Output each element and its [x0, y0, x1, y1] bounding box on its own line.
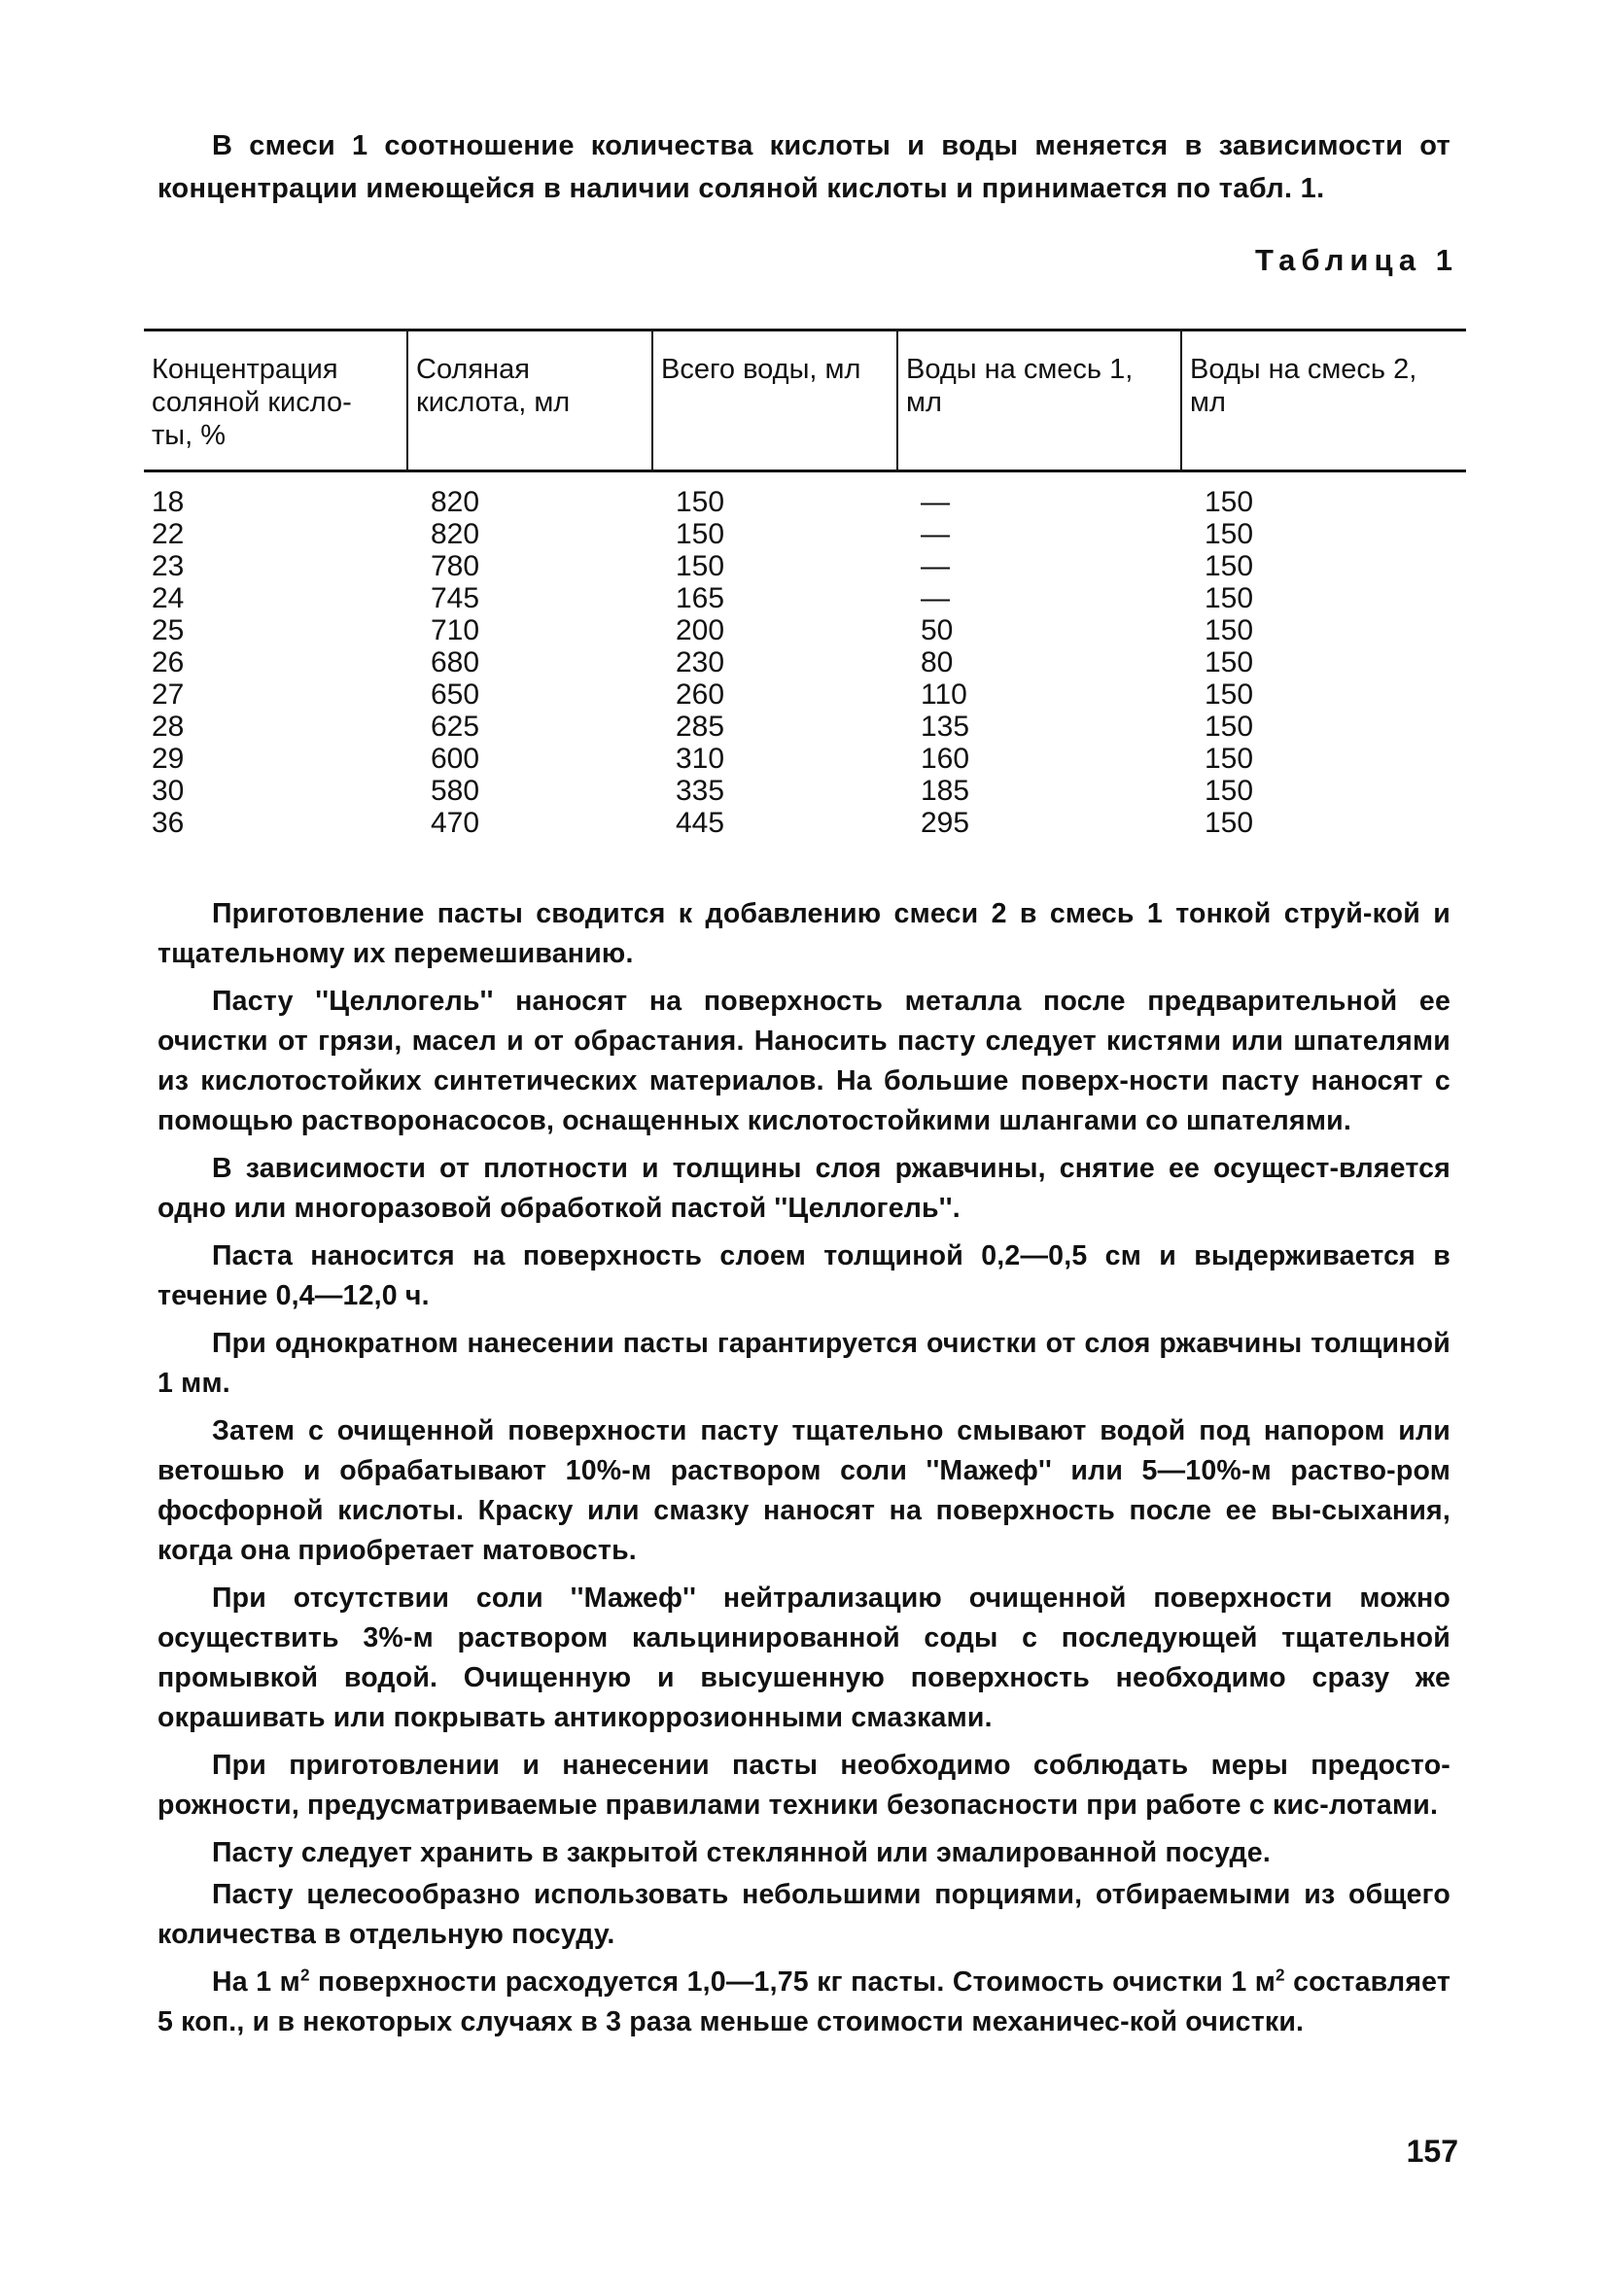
cell-concentration: 36	[152, 807, 185, 839]
cell-water-mix2: 150	[1205, 807, 1254, 839]
paragraph: Пасту ''Целлогель'' наносят на поверхность металла после предварительной ее очистки от грязи, масел и от обрастания. Наносить пасту следует кистями или шпателями из кислотостойких синтетических материалов. На большие поверх-ности пасту наносят с помощью растворонасосов, оснащенных кислотостойкими шлангами со шпателями.	[157, 986, 1451, 1136]
header-total-water: Всего воды, мл	[652, 330, 897, 471]
cell-water-mix1: —	[921, 518, 950, 550]
paragraph: При однократном нанесении пасты гарантируется очистки от слоя ржавчины толщиной 1 мм.	[157, 1328, 1451, 1399]
cell-concentration: 26	[152, 646, 185, 678]
cell-total-water: 165	[676, 582, 725, 614]
cell-acid: 650	[431, 678, 480, 711]
paragraph: Паста наносится на поверхность слоем толщиной 0,2—0,5 см и выдерживается в течение 0,4—12,0 ч.	[157, 1240, 1451, 1311]
paragraph: Затем с очищенной поверхности пасту тщательно смывают водой под напором или ветошью и обрабатывают 10%-м раствором соли ''Мажеф'' или 5—10%-м раство-ром фосфорной кислоты. Краску или смазку наносят на поверхность после ее вы-сыхания, когда она приобретает матовость.	[157, 1415, 1451, 1566]
cell-total-water: 260	[676, 678, 725, 711]
table-row	[144, 807, 1466, 839]
cell-water-mix1: —	[921, 582, 950, 614]
cell-concentration: 18	[152, 486, 185, 518]
cell-water-mix2: 150	[1205, 550, 1254, 582]
cell-acid: 600	[431, 743, 480, 775]
table-row	[144, 678, 1466, 711]
paragraph: При приготовлении и нанесении пасты необходимо соблюдать меры предосто-рожности, предусматриваемые правилами техники безопасности при работе с кис-лотами.	[157, 1750, 1451, 1821]
table-header-row	[144, 330, 1466, 471]
paragraph: Пасту следует хранить в закрытой стеклянной или эмалированной посуде.	[212, 1837, 1271, 1868]
cell-acid: 710	[431, 614, 480, 646]
table-row	[144, 743, 1466, 775]
table-row	[144, 582, 1466, 614]
intro-paragraph: В смеси 1 соотношение количества кислоты и воды меняется в зависимости от концентрации имеющейся в наличии соляной кислоты и принимается по табл. 1.	[157, 130, 1451, 204]
body-text	[157, 894, 1451, 2050]
cell-water-mix2: 150	[1205, 646, 1254, 678]
data-table-container	[144, 329, 1466, 839]
cell-concentration: 30	[152, 775, 185, 807]
cell-acid: 820	[431, 518, 480, 550]
cell-water-mix2: 150	[1205, 743, 1254, 775]
cell-concentration: 25	[152, 614, 185, 646]
cost-text-1: На 1 м	[212, 1966, 300, 1998]
superscript-2: 2	[1276, 1966, 1285, 1985]
table-row	[144, 614, 1466, 646]
cell-acid: 680	[431, 646, 480, 678]
cell-acid: 780	[431, 550, 480, 582]
cell-total-water: 200	[676, 614, 725, 646]
cell-water-mix1: 80	[921, 646, 954, 678]
cell-water-mix2: 150	[1205, 711, 1254, 743]
cell-concentration: 27	[152, 678, 185, 711]
cell-water-mix2: 150	[1205, 582, 1254, 614]
cell-concentration: 28	[152, 711, 185, 743]
paragraph: Приготовление пасты сводится к добавлению смеси 2 в смесь 1 тонкой струй-кой и тщательному их перемешиванию.	[157, 898, 1451, 969]
table-row	[144, 518, 1466, 550]
table-row	[144, 550, 1466, 582]
cell-acid: 745	[431, 582, 480, 614]
paragraph: В зависимости от плотности и толщины слоя ржавчины, снятие ее осущест-вляется одно или многоразовой обработкой пастой ''Целлогель''.	[157, 1153, 1451, 1224]
header-acid: Соляная кислота, мл	[407, 330, 652, 471]
cell-water-mix1: 185	[921, 775, 970, 807]
table-body	[144, 471, 1466, 840]
cell-acid: 470	[431, 807, 480, 839]
cell-total-water: 150	[676, 486, 725, 518]
page-number: 157	[1406, 2134, 1458, 2169]
cost-text-3: составляет 5 коп., и в некоторых случаях в 3 раза меньше стоимости механичес-кой очистки.	[157, 1966, 1451, 2037]
cell-water-mix1: 50	[921, 614, 954, 646]
cell-water-mix2: 150	[1205, 614, 1254, 646]
cell-water-mix2: 150	[1205, 486, 1254, 518]
cell-acid: 820	[431, 486, 480, 518]
table-row	[144, 471, 1466, 519]
paragraph: При отсутствии соли ''Мажеф'' нейтрализацию очищенной поверхности можно осуществить 3%-м раствором кальцинированной соды с последующей тщательной промывкой водой. Очищенную и высушенную поверхность необходимо сразу же окрашивать или покрывать антикоррозионными смазками.	[157, 1583, 1451, 1733]
cell-water-mix1: —	[921, 486, 950, 518]
cell-water-mix2: 150	[1205, 678, 1254, 711]
table-title: Таблица 1	[1254, 243, 1458, 277]
cell-water-mix1: 110	[921, 678, 967, 711]
cell-water-mix1: 295	[921, 807, 970, 839]
cell-acid: 625	[431, 711, 480, 743]
table-row	[144, 646, 1466, 678]
cell-total-water: 335	[676, 775, 725, 807]
cost-text-2: поверхности расходуется 1,0—1,75 кг пасты. Стоимость очистки 1 м	[309, 1966, 1276, 1998]
cell-concentration: 24	[152, 582, 185, 614]
cell-water-mix2: 150	[1205, 775, 1254, 807]
table-row	[144, 711, 1466, 743]
cell-concentration: 23	[152, 550, 185, 582]
header-water-mix2: Воды на смесь 2, мл	[1181, 330, 1466, 471]
cell-total-water: 445	[676, 807, 725, 839]
cell-water-mix2: 150	[1205, 518, 1254, 550]
cell-concentration: 22	[152, 518, 185, 550]
cell-water-mix1: —	[921, 550, 950, 582]
cell-total-water: 310	[676, 743, 725, 775]
cell-acid: 580	[431, 775, 480, 807]
cell-concentration: 29	[152, 743, 185, 775]
superscript-2: 2	[299, 1966, 310, 1985]
header-concentration: Концентрация соляной кисло-ты, %	[144, 330, 407, 471]
cell-water-mix1: 160	[921, 743, 970, 775]
cell-total-water: 150	[676, 550, 725, 582]
acid-water-table	[144, 329, 1466, 839]
cell-total-water: 285	[676, 711, 725, 743]
cell-total-water: 150	[676, 518, 725, 550]
header-water-mix1: Воды на смесь 1, мл	[897, 330, 1181, 471]
paragraph: Пасту целесообразно использовать небольшими порциями, отбираемыми из общего количества в отдельную посуду.	[157, 1879, 1451, 1950]
cell-total-water: 230	[676, 646, 725, 678]
paragraph-cost	[157, 1963, 1451, 2042]
cell-water-mix1: 135	[921, 711, 970, 743]
table-row	[144, 775, 1466, 807]
